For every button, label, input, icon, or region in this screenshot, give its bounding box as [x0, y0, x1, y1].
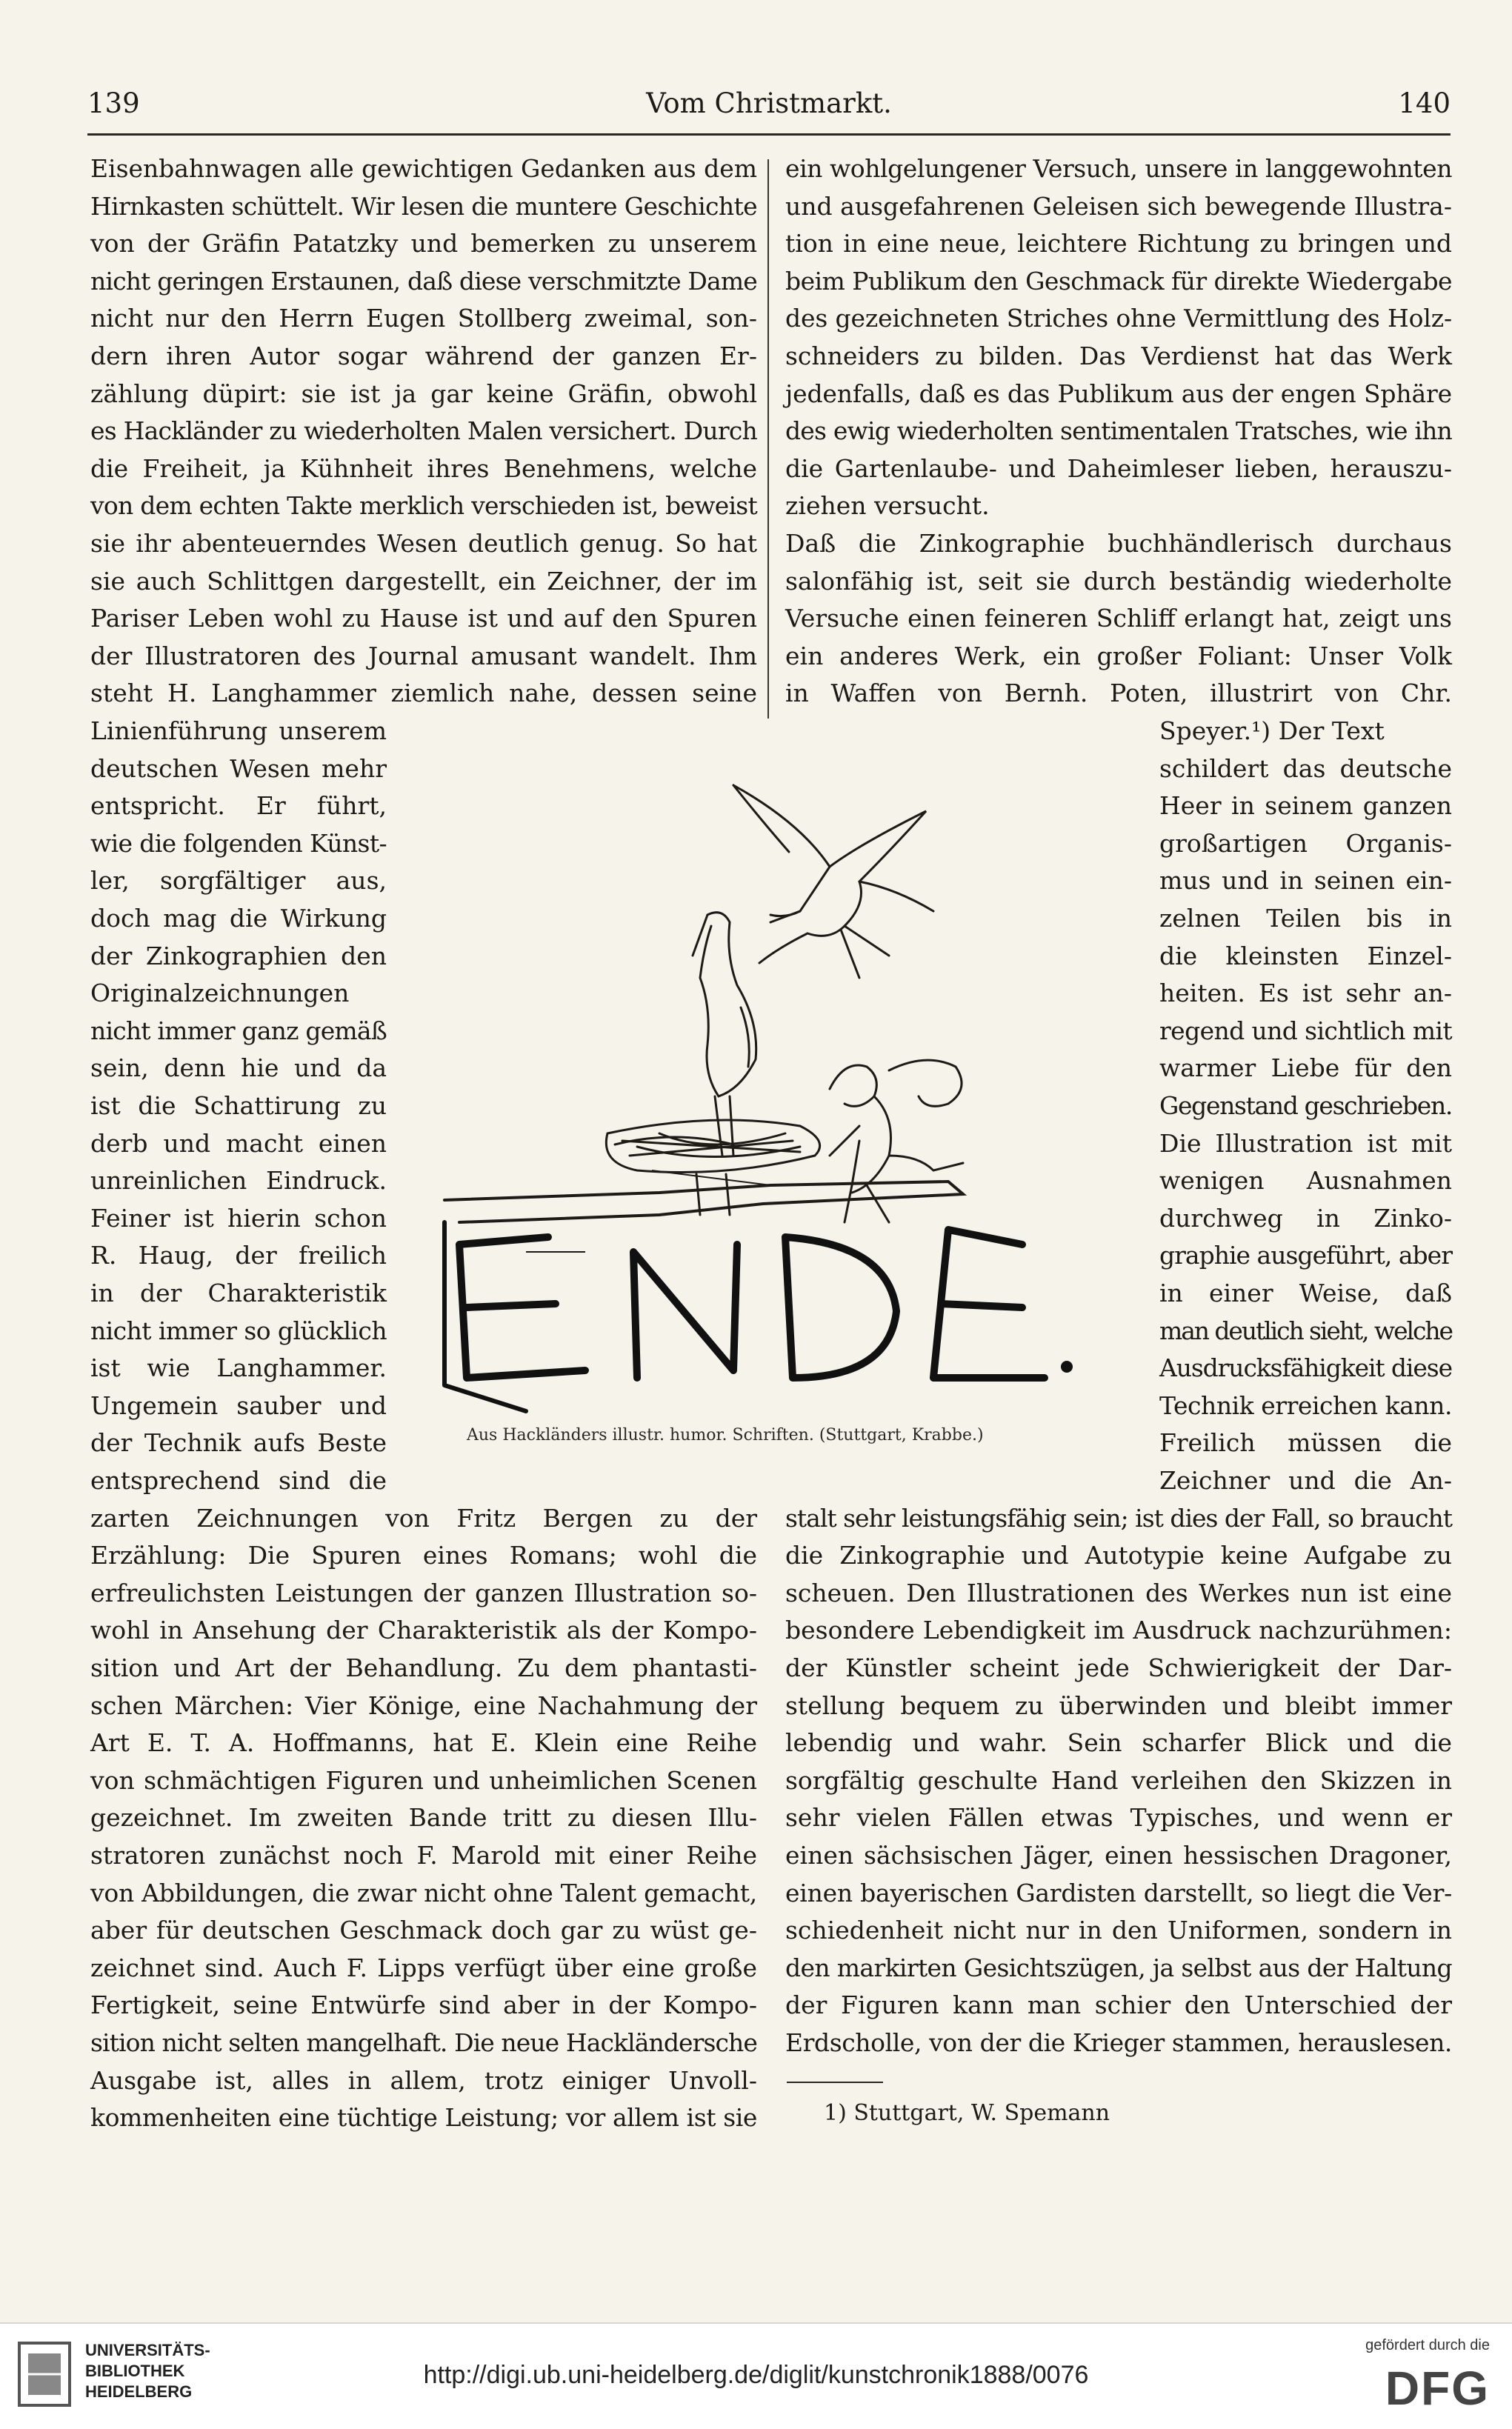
text-line: unreinlichen Eindruck.	[90, 1166, 387, 1196]
text-line: ziehen versucht.	[785, 491, 990, 521]
text-line: jedenfalls, daß es das Publikum aus der engen Sphäre	[785, 379, 1452, 408]
text-line: stratoren zunächst noch F. Marold mit einer Reihe	[90, 1841, 757, 1870]
footnote: 1) Stuttgart, W. Spemann	[824, 2100, 1110, 2126]
text-line: sition nicht selten mangelhaft. Die neue Hackländersche	[90, 2028, 757, 2057]
text-line: des gezeichneten Striches ohne Vermittlung des Holz-	[785, 304, 1453, 333]
text-line: durchweg in Zinko-	[1159, 1203, 1452, 1233]
text-line: in Waffen von Bernh. Poten, illustrirt von Chr.	[785, 679, 1452, 708]
text-line: von schmächtigen Figuren und unheimlichen Scenen	[90, 1765, 757, 1795]
text-line: man deutlich sieht, welche	[1159, 1316, 1452, 1345]
text-line: nicht nur den Herrn Eugen Stollberg zweimal, son-	[90, 304, 757, 333]
text-line: Gegenstand geschrieben.	[1159, 1091, 1452, 1120]
text-line: regend und sichtlich mit	[1159, 1016, 1452, 1045]
text-line: in der Charakteristik	[90, 1279, 387, 1307]
text-line: die Gartenlaube- und Daheimleser lieben, herauszu-	[785, 453, 1452, 483]
text-line: erfreulichsten Leistungen der ganzen Illustration so-	[90, 1578, 757, 1607]
text-line: ein wohlgelungener Versuch, unsere in langgewohnten	[785, 154, 1452, 183]
text-line: entsprechend sind die	[90, 1466, 387, 1495]
text-line: wie die folgenden Künst-	[90, 828, 387, 858]
digitization-footer	[0, 2322, 1512, 2429]
text-line: den markirten Gesichtszügen, ja selbst aus der Haltung	[785, 1953, 1452, 1982]
text-line: Fertigkeit, seine Entwürfe sind aber in der Kompo-	[90, 1990, 757, 2020]
text-line: derb und macht einen	[90, 1128, 387, 1158]
text-line: einen bayerischen Gardisten darstellt, so liegt die Ver-	[785, 1878, 1452, 1907]
text-line: aber für deutschen Geschmack doch gar zu wüst ge-	[90, 1916, 757, 1945]
text-line: stellung bequem zu überwinden und bleibt immer	[785, 1690, 1452, 1720]
text-line: Speyer.¹) Der Text	[1159, 716, 1385, 745]
text-line: die kleinsten Einzel-	[1159, 941, 1452, 970]
running-title: Vom Christmarkt.	[646, 87, 892, 119]
permalink[interactable]: http://digi.ub.uni-heidelberg.de/diglit/kunstchronik1888/0076	[423, 2361, 1089, 2389]
footnote-rule	[787, 2082, 883, 2083]
funder-label: gefördert durch die	[1365, 2337, 1490, 2353]
text-line: Erdscholle, von der die Krieger stammen, herauslesen.	[785, 2028, 1452, 2057]
text-line: heiten. Es ist sehr an-	[1159, 979, 1452, 1008]
text-line: Daß die Zinkographie buchhändlerisch durchaus	[785, 529, 1452, 558]
text-line: beim Publikum den Geschmack für direkte Wiedergabe	[785, 266, 1452, 296]
text-line: zarten Zeichnungen von Fritz Bergen zu der	[90, 1503, 757, 1533]
text-line: ist die Schattirung zu	[90, 1091, 387, 1120]
text-line: sie auch Schlittgen dargestellt, ein Zeichner, der im	[90, 566, 757, 596]
text-line: Pariser Leben wohl zu Hause ist und auf den Spuren	[90, 604, 757, 633]
text-line: lebendig und wahr. Sein scharfer Blick und die	[785, 1728, 1452, 1758]
text-line: des ewig wiederholten sentimentalen Tratsches, wie ihn	[785, 416, 1452, 446]
text-line: warmer Liebe für den	[1159, 1053, 1452, 1083]
text-line: Zeichner und die An-	[1159, 1466, 1452, 1495]
illustration-caption: Aus Hackländers illustr. humor. Schriften. (Stuttgart, Krabbe.)	[467, 1426, 984, 1445]
text-line: entspricht. Er führt,	[90, 791, 387, 821]
text-line: von Abbildungen, die zwar nicht ohne Talent gemacht,	[90, 1878, 757, 1907]
text-line: der Technik aufs Beste	[90, 1428, 387, 1458]
text-line: von der Gräfin Patatzky und bemerken zu unserem	[90, 229, 757, 259]
text-line: tion in eine neue, leichtere Richtung zu bringen und	[785, 229, 1452, 259]
text-line: Erzählung: Die Spuren eines Romans; wohl die	[90, 1541, 757, 1570]
text-line: salonfähig ist, seit sie durch beständig wiederholte	[785, 566, 1452, 596]
text-line: Eisenbahnwagen alle gewichtigen Gedanken aus dem	[90, 154, 757, 183]
text-line: die Zinkographie und Autotypie keine Aufgabe zu	[785, 1541, 1452, 1570]
text-line: nicht geringen Erstaunen, daß diese verschmitzte Dame	[90, 266, 757, 296]
text-line: sie ihr abenteuerndes Wesen deutlich genug. So hat	[90, 529, 757, 558]
text-line: doch mag die Wirkung	[90, 904, 387, 933]
text-line: wenigen Ausnahmen	[1159, 1166, 1452, 1196]
text-line: Hirnkasten schüttelt. Wir lesen die muntere Geschichte	[90, 191, 757, 221]
text-line: schen Märchen: Vier Könige, eine Nachahmung der	[90, 1690, 757, 1720]
text-line: Art E. T. A. Hoffmanns, hat E. Klein eine Reihe	[90, 1728, 757, 1758]
page-number-left: 139	[87, 87, 140, 119]
text-line: Originalzeichnungen	[90, 979, 350, 1008]
ende-illustration	[415, 741, 1104, 1430]
text-line: der Figuren kann man schier den Unterschied der	[785, 1990, 1452, 2020]
text-line: Die Illustration ist mit	[1159, 1128, 1452, 1158]
text-line: Ausgabe ist, alles in allem, trotz einiger Unvoll-	[90, 2065, 757, 2095]
header-rule	[87, 133, 1451, 136]
text-line: Technik erreichen kann.	[1159, 1390, 1452, 1420]
text-line: zeichnet sind. Auch F. Lipps verfügt über eine große	[90, 1953, 757, 1982]
text-line: besondere Lebendigkeit im Ausdruck nachzurühmen:	[785, 1616, 1452, 1645]
text-line: sein, denn hie und da	[90, 1053, 387, 1083]
column-divider	[767, 159, 769, 719]
text-line: Versuche einen feineren Schliff erlangt hat, zeigt uns	[785, 604, 1452, 633]
text-line: der Künstler scheint jede Schwierigkeit der Dar-	[785, 1653, 1452, 1682]
text-line: graphie ausgeführt, aber	[1159, 1241, 1452, 1270]
text-line: Linienführung unserem	[90, 716, 387, 745]
text-line: zelnen Teilen bis in	[1159, 904, 1452, 933]
running-header	[87, 87, 1451, 132]
text-line: von dem echten Takte merklich verschieden ist, beweist	[90, 491, 757, 521]
text-line: und ausgefahrenen Geleisen sich bewegende Illustra-	[785, 191, 1452, 221]
page-number-right: 140	[1398, 87, 1451, 119]
text-line: schneiders zu bilden. Das Verdienst hat das Werk	[785, 341, 1452, 370]
dfg-logo: DFG	[1385, 2362, 1490, 2415]
text-line: ist wie Langhammer.	[90, 1353, 387, 1383]
text-line: nicht immer so glücklich	[90, 1316, 387, 1345]
storks-nest-drawing	[415, 741, 1104, 1430]
text-line: scheuen. Den Illustrationen des Werkes nun ist eine	[785, 1578, 1452, 1607]
text-line: Ausdrucksfähigkeit diese	[1159, 1353, 1452, 1383]
text-line: Ungemein sauber und	[90, 1390, 387, 1420]
text-line: dern ihren Autor sogar während der ganzen Er-	[90, 341, 757, 370]
text-line: sorgfältig geschulte Hand verleihen den Skizzen in	[785, 1765, 1452, 1795]
text-line: wohl in Ansehung der Charakteristik als der Kompo-	[90, 1616, 757, 1645]
text-line: sehr vielen Fällen etwas Typisches, und wenn er	[785, 1803, 1452, 1833]
text-line: nicht immer ganz gemäß	[90, 1016, 387, 1045]
ende-letters	[444, 1222, 1045, 1411]
text-line: steht H. Langhammer ziemlich nahe, dessen seine	[90, 679, 757, 708]
text-line: Feiner ist hierin schon	[90, 1203, 387, 1233]
text-line: der Zinkographien den	[90, 941, 387, 970]
text-line: ler, sorgfältiger aus,	[90, 866, 387, 896]
text-line: mus und in seinen ein-	[1159, 866, 1452, 896]
text-line: zählung düpirt: sie ist ja gar keine Gräfin, obwohl	[90, 379, 757, 408]
text-line: schiedenheit nicht nur in den Uniformen, sondern in	[785, 1916, 1452, 1945]
text-line: gezeichnet. Im zweiten Bande tritt zu diesen Illu-	[90, 1803, 757, 1833]
text-line: die Freiheit, ja Kühnheit ihres Benehmens, welche	[90, 453, 757, 483]
text-line: der Illustratoren des Journal amusant wandelt. Ihm	[90, 641, 757, 670]
text-line: kommenheiten eine tüchtige Leistung; vor allem ist sie	[90, 2103, 757, 2133]
text-line: es Hackländer zu wiederholten Malen versichert. Durch	[90, 416, 757, 446]
library-name-line-3: HEIDELBERG	[85, 2382, 193, 2401]
text-line: sition und Art der Behandlung. Zu dem phantasti-	[90, 1653, 757, 1682]
text-line: R. Haug, der freilich	[90, 1241, 387, 1270]
text-line: deutschen Wesen mehr	[90, 753, 387, 783]
ende-dot	[1061, 1361, 1073, 1373]
text-line: stalt sehr leistungsfähig sein; ist dies der Fall, so braucht	[785, 1503, 1452, 1533]
text-line: Heer in seinem ganzen	[1159, 791, 1452, 821]
text-line: Freilich müssen die	[1159, 1428, 1452, 1458]
text-line: in einer Weise, daß	[1159, 1279, 1452, 1307]
library-name-line-2: BIBLIOTHEK	[85, 2362, 185, 2380]
text-line: schildert das deutsche	[1159, 753, 1452, 783]
text-line: großartigen Organis-	[1159, 828, 1452, 858]
library-name-line-1: UNIVERSITÄTS-	[85, 2341, 210, 2359]
text-line: einen sächsischen Jäger, einen hessischen Dragoner,	[785, 1841, 1452, 1870]
text-line: ein anderes Werk, ein großer Foliant: Unser Volk	[785, 641, 1452, 670]
